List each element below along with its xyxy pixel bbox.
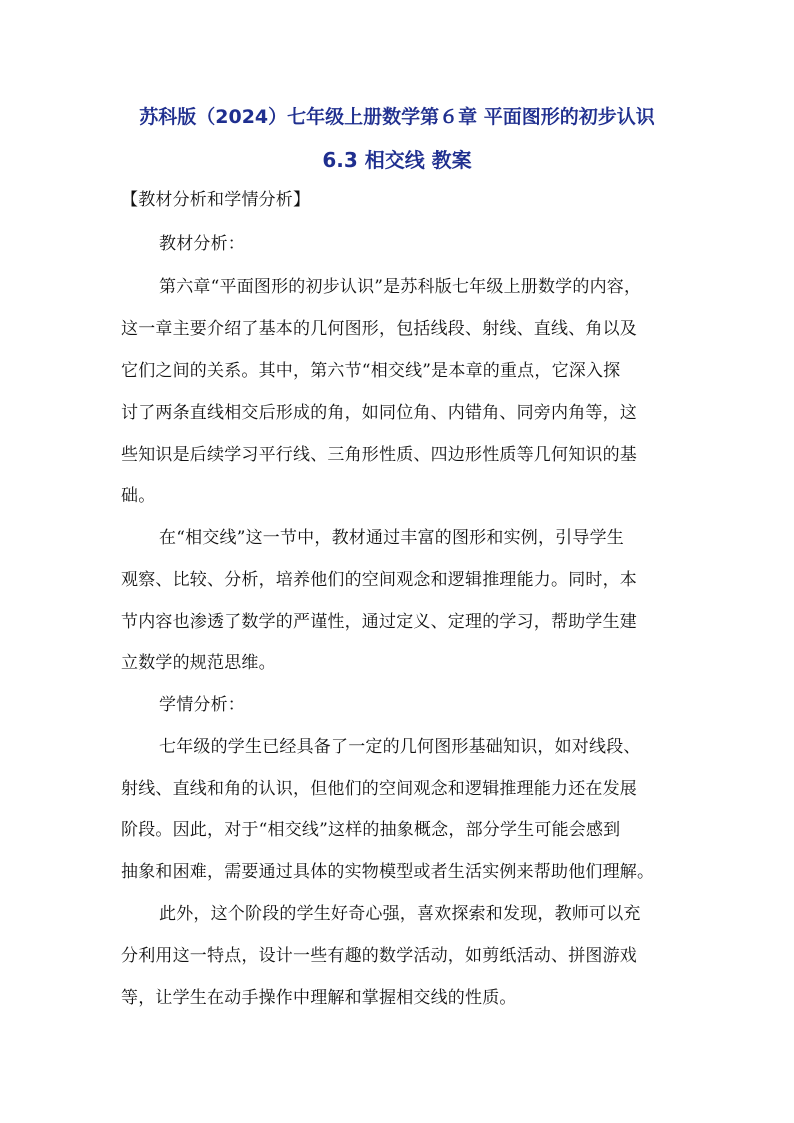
document-title: 苏科版（2024）七年级上册数学第６章 平面图形的初步认识 <box>139 106 655 128</box>
paragraph-line: 抽象和困难，需要通过具体的实物模型或者生活实例来帮助他们理解。 <box>121 862 655 882</box>
paragraph-line: 在“相交线”这一节中，教材通过丰富的图形和实例，引导学生 <box>159 528 624 548</box>
document-subtitle: 6.3 相交线 教案 <box>322 148 472 172</box>
paragraph-line: 分利用这一特点，设计一些有趣的数学活动，如剪纸活动、拼图游戏 <box>121 946 637 966</box>
paragraph-line: 阶段。因此，对于“相交线”这样的抽象概念，部分学生可能会感到 <box>121 820 621 840</box>
section-heading: 【教材分析和学情分析】 <box>121 190 311 210</box>
paragraph-line: 立数学的规范思维。 <box>121 653 276 673</box>
paragraph-line: 些知识是后续学习平行线、三角形性质、四边形性质等几何知识的基 <box>121 445 637 465</box>
paragraph-line: 它们之间的关系。其中，第六节“相交线”是本章的重点，它深入探 <box>121 361 621 381</box>
paragraph-line: 节内容也渗透了数学的严谨性，通过定义、定理的学习，帮助学生建 <box>121 612 637 632</box>
paragraph-line: 讨了两条直线相交后形成的角，如同位角、内错角、同旁内角等，这 <box>121 403 637 423</box>
paragraph-line: 础。 <box>121 486 156 506</box>
paragraph-line: 此外，这个阶段的学生好奇心强，喜欢探索和发现，教师可以充 <box>159 904 641 924</box>
paragraph-line: 这一章主要介绍了基本的几何图形，包括线段、射线、直线、角以及 <box>121 319 637 339</box>
paragraph-line: 观察、比较、分析，培养他们的空间观念和逻辑推理能力。同时，本 <box>121 570 637 590</box>
textbook-analysis-label: 教材分析： <box>159 234 245 254</box>
paragraph-line: 第六章“平面图形的初步认识”是苏科版七年级上册数学的内容， <box>159 277 642 297</box>
paragraph-line: 七年级的学生已经具备了一定的几何图形基础知识，如对线段、 <box>159 737 641 757</box>
student-analysis-label: 学情分析： <box>159 695 245 715</box>
paragraph-line: 射线、直线和角的认识，但他们的空间观念和逻辑推理能力还在发展 <box>121 779 637 799</box>
paragraph-line: 等，让学生在动手操作中理解和掌握相交线的性质。 <box>121 988 517 1008</box>
